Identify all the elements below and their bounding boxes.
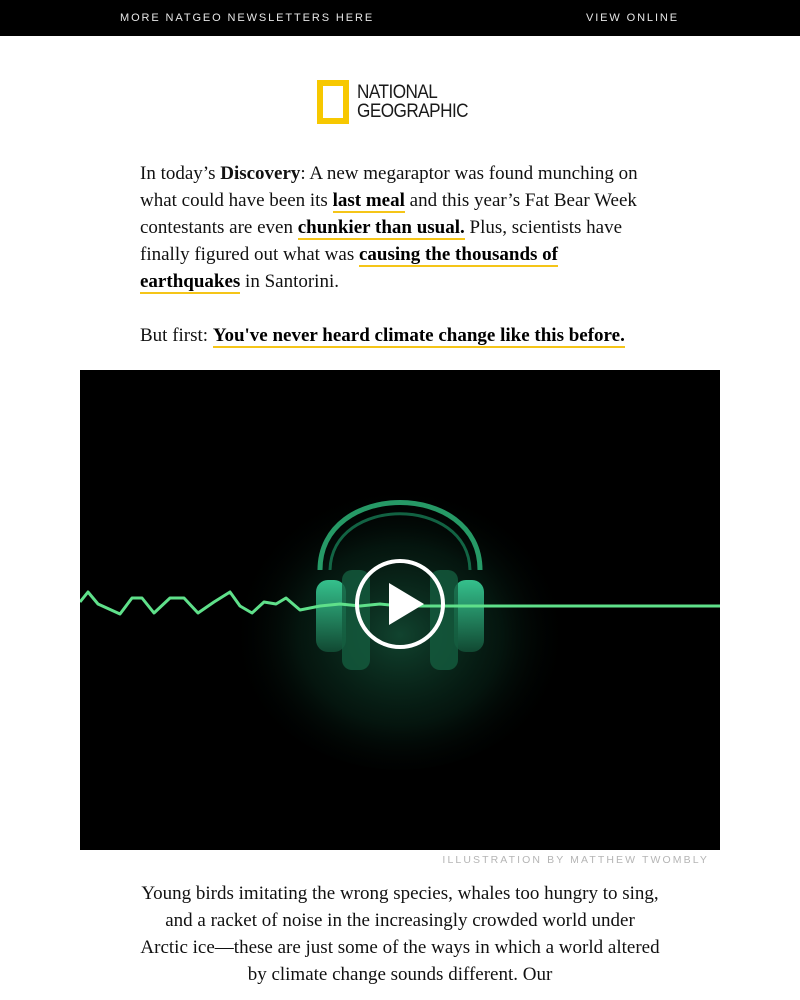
logo-line-2: GEOGRAPHIC <box>356 100 468 122</box>
video-player[interactable] <box>80 370 720 850</box>
intro-text: in Santorini. <box>240 271 339 292</box>
intro-text: In today’s <box>140 163 221 184</box>
intro-section <box>140 160 660 349</box>
photo-credit: ILLUSTRATION BY MATTHEW TWOMBLY <box>442 854 709 866</box>
play-button[interactable] <box>355 559 445 649</box>
header <box>0 36 800 160</box>
intro-text: : A new megaraptor was found munching on what could have been its <box>140 163 638 211</box>
top-bar <box>0 0 800 36</box>
but-first-label: But first: <box>140 325 213 346</box>
but-first-paragraph <box>140 322 660 349</box>
natgeo-logo[interactable] <box>317 80 483 124</box>
intro-text: Plus, scientists have finally figured out what was <box>140 217 623 265</box>
logo-line-1: NATIONAL <box>356 81 438 103</box>
body-paragraph: Young birds imitating the wrong species, whales too hungry to sing, and a racket of noise in the increasingly crowded world under Arctic ice—these are just some of the ways in which a world altered by climate change sounds different. Our <box>140 883 660 985</box>
intro-paragraph <box>140 160 660 295</box>
play-icon <box>389 583 424 625</box>
article-paragraph <box>140 880 660 988</box>
logo-wordmark <box>357 83 468 121</box>
intro-text: and this year’s Fat Bear Week contestants are even <box>140 190 637 238</box>
view-online-link[interactable]: VIEW ONLINE <box>585 12 679 24</box>
earthquakes-link[interactable]: causing the thousands of earthquakes <box>140 244 559 292</box>
yellow-border-icon <box>317 80 349 124</box>
section-name: Discovery <box>220 163 301 184</box>
last-meal-link[interactable]: last meal <box>332 190 405 211</box>
climate-sound-link[interactable]: You've never heard climate change like this before. <box>212 325 625 346</box>
chunkier-than-usual-link[interactable]: chunkier than usual. <box>297 217 465 238</box>
more-newsletters-link[interactable]: MORE NATGEO NEWSLETTERS HERE <box>120 12 375 24</box>
